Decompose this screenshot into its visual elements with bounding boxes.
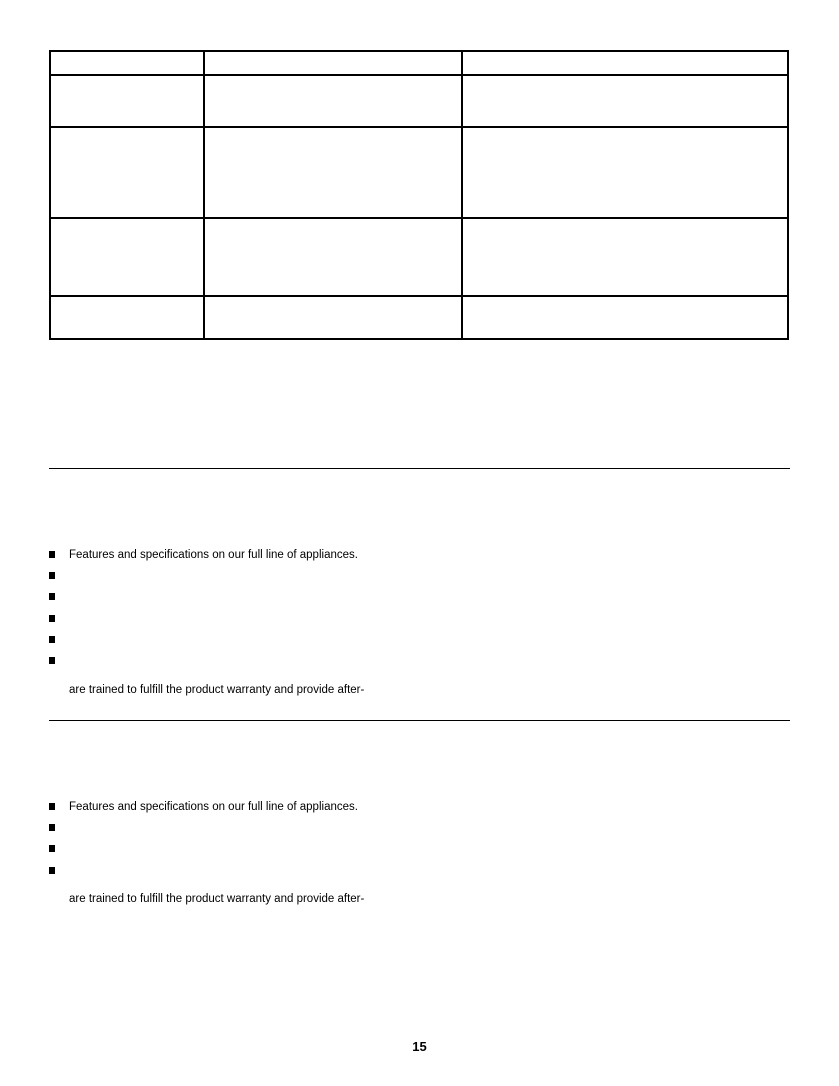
table-cell	[462, 296, 788, 339]
square-bullet-icon	[49, 845, 55, 852]
table-row	[50, 296, 788, 339]
table-header-row	[50, 51, 788, 75]
section-divider	[49, 468, 790, 469]
list-item-text: Features and specifications on our full line of appliances.	[69, 549, 358, 561]
list-item	[49, 634, 358, 655]
square-bullet-icon	[49, 615, 55, 622]
square-bullet-icon	[49, 572, 55, 579]
square-bullet-icon	[49, 551, 55, 558]
list-item-text: Features and specifications on our full line of appliances.	[69, 801, 358, 813]
table-header-cell	[462, 51, 788, 75]
table-cell	[204, 218, 462, 296]
table-cell	[50, 127, 204, 218]
square-bullet-icon	[49, 867, 55, 874]
page-number: 15	[412, 1039, 427, 1054]
continuation-text: are trained to fulfill the product warranty and provide after-	[69, 684, 365, 696]
list-item	[49, 549, 358, 570]
table-cell	[204, 127, 462, 218]
table-cell	[462, 218, 788, 296]
bullet-list-1	[49, 549, 358, 676]
table-header-cell	[204, 51, 462, 75]
table-cell	[50, 75, 204, 127]
square-bullet-icon	[49, 657, 55, 664]
list-item	[49, 570, 358, 591]
list-item	[49, 843, 358, 864]
list-item	[49, 865, 358, 886]
section-divider	[49, 720, 790, 721]
table-cell	[50, 296, 204, 339]
table-cell	[204, 296, 462, 339]
list-item	[49, 801, 358, 822]
table-cell	[204, 75, 462, 127]
square-bullet-icon	[49, 824, 55, 831]
table-cell	[462, 127, 788, 218]
table-cell	[50, 218, 204, 296]
list-item	[49, 655, 358, 676]
continuation-text: are trained to fulfill the product warranty and provide after-	[69, 893, 365, 905]
square-bullet-icon	[49, 803, 55, 810]
square-bullet-icon	[49, 593, 55, 600]
list-item	[49, 613, 358, 634]
table-row	[50, 127, 788, 218]
table-row	[50, 75, 788, 127]
table-row	[50, 218, 788, 296]
list-item	[49, 822, 358, 843]
list-item	[49, 591, 358, 612]
bullet-list-2	[49, 801, 358, 886]
table-header-cell	[50, 51, 204, 75]
square-bullet-icon	[49, 636, 55, 643]
table-cell	[462, 75, 788, 127]
troubleshooting-table	[49, 50, 789, 340]
